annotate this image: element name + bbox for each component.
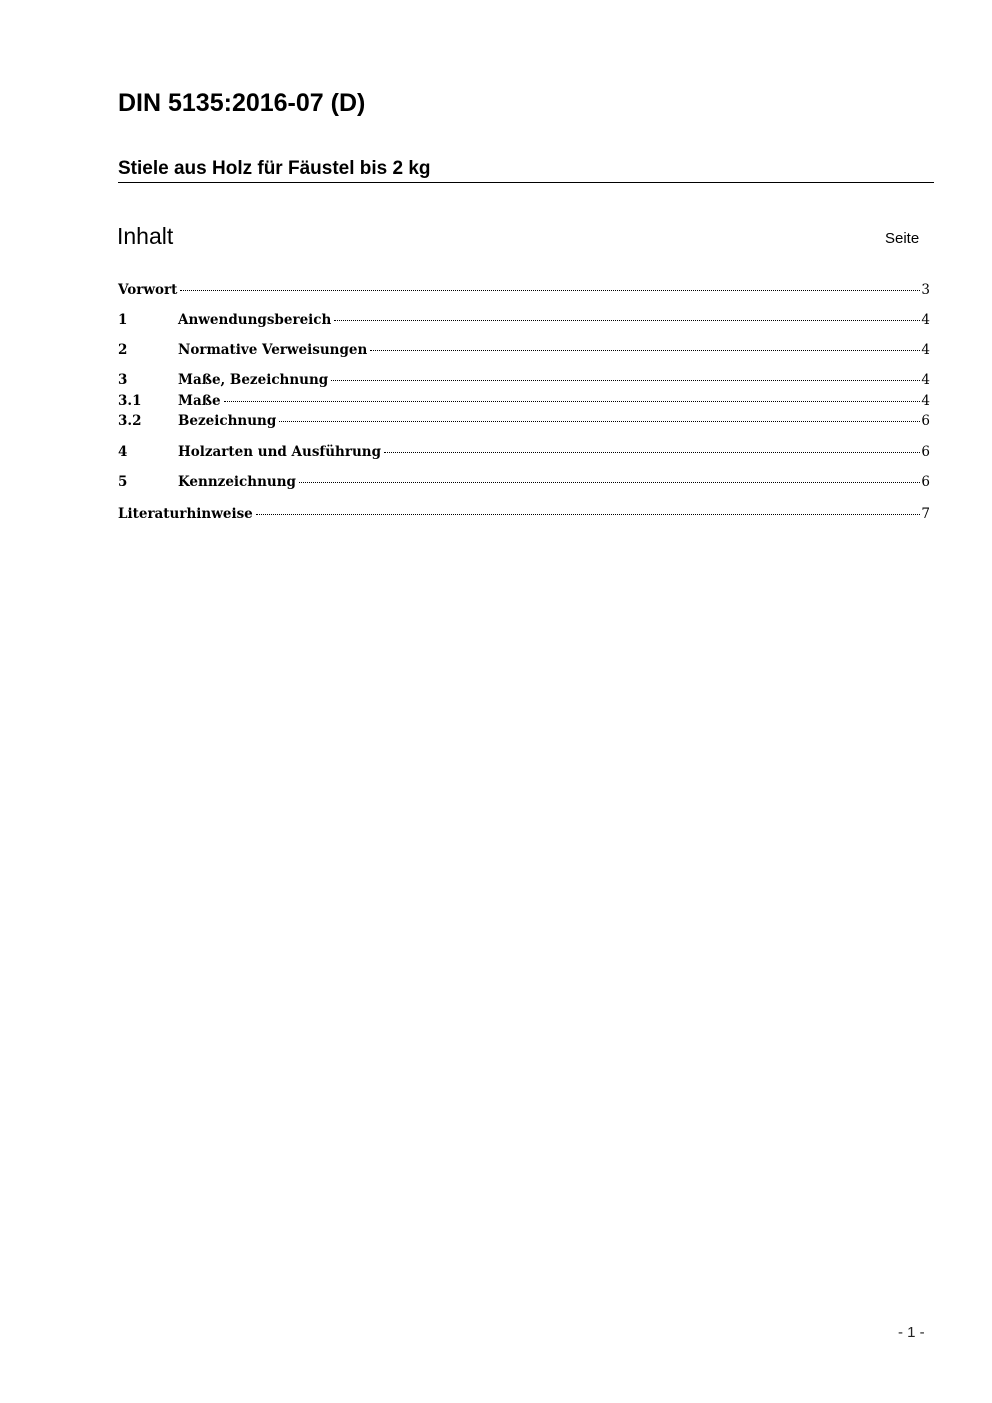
toc-entry-number: 3.1 [118,393,142,409]
toc-entry-vorwort[interactable] [118,281,930,299]
toc-dot-leader [384,452,920,453]
toc-dot-leader [180,290,920,291]
toc-entry-title: Vorwort [118,282,178,298]
toc-entry-title: Kennzeichnung [178,474,296,490]
toc-entry-page: 4 [921,393,930,409]
toc-entry-title: Maße, Bezeichnung [178,372,329,388]
toc-entry-kennzeichnung[interactable] [118,473,930,491]
toc-entry-anwendungsbereich[interactable] [118,311,930,329]
toc-entry-page: 4 [921,312,930,328]
toc-entry-page: 4 [921,342,930,358]
toc-entry-title: Holzarten und Ausführung [178,444,382,460]
toc-dot-leader [331,380,920,381]
toc-entry-number: 3.2 [118,413,142,429]
toc-heading: Inhalt [117,223,174,249]
toc-dot-leader [370,350,920,351]
toc-entry-number: 3 [118,372,128,388]
toc-dot-leader [256,514,921,515]
toc-entry-literaturhinweise[interactable] [118,505,930,523]
toc-entry-holzarten-und-ausfuehrung[interactable] [118,443,930,461]
toc-entry-title: Literaturhinweise [118,506,253,522]
toc-entry-masse[interactable] [118,392,930,410]
toc-entry-title: Bezeichnung [178,413,277,429]
toc-entry-number: 4 [118,444,128,460]
toc-dot-leader [334,320,920,321]
toc-entry-page: 6 [921,413,930,429]
toc-dot-leader [299,482,920,483]
toc-entry-number: 5 [118,474,128,490]
document-subtitle: Stiele aus Holz für Fäustel bis 2 kg [118,158,934,183]
toc-entry-number: 2 [118,342,128,358]
toc-entry-title: Maße [178,393,221,409]
toc-dot-leader [224,401,921,402]
toc-entry-page: 6 [921,474,930,490]
toc-entry-bezeichnung[interactable] [118,412,930,430]
toc-entry-page: 4 [921,372,930,388]
document-title: DIN 5135:2016-07 (D) [118,89,366,117]
toc-entry-masse-bezeichnung[interactable] [118,371,930,389]
footer-page-number: - 1 - [898,1324,925,1341]
toc-entry-page: 3 [921,282,930,298]
toc-dot-leader [279,421,920,422]
toc-entry-title: Anwendungsbereich [178,312,332,328]
toc-entry-number: 1 [118,312,128,328]
toc-entry-page: 7 [921,506,930,522]
toc-entry-page: 6 [921,444,930,460]
toc-entry-title: Normative Verweisungen [178,342,368,358]
toc-entry-normative-verweisungen[interactable] [118,341,930,359]
page-column-label: Seite [885,230,920,247]
